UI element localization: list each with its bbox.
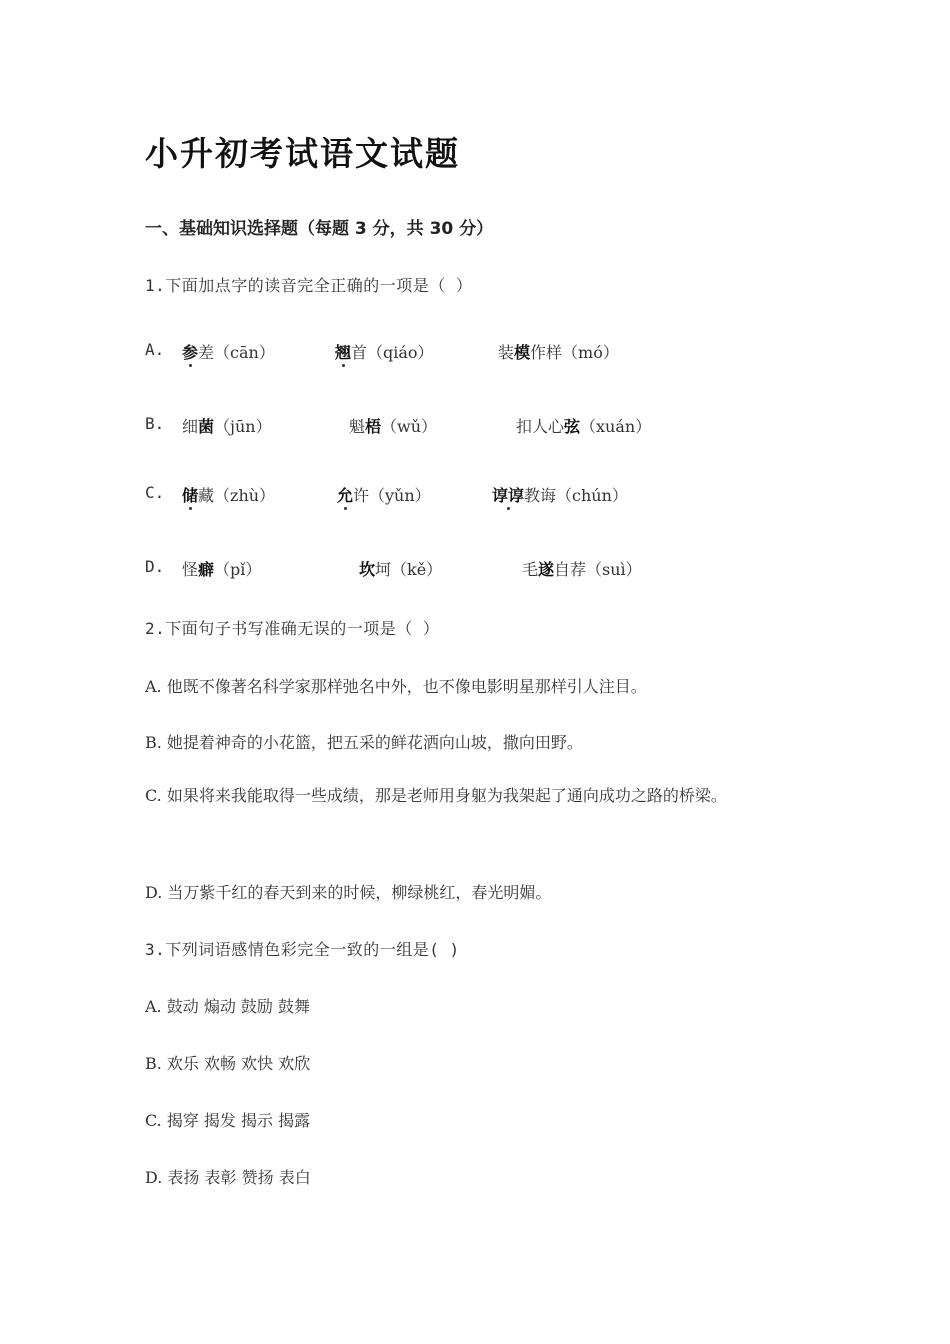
word-text: （jūn） — [214, 417, 272, 436]
word-text: 藏（zhù） — [198, 486, 276, 505]
bold-char: 弦 — [564, 417, 581, 436]
option-letter: B. — [145, 414, 165, 433]
word-text: 扣人心 — [516, 417, 565, 436]
word-text: 作样（mó） — [530, 343, 619, 362]
word-text: 差（cān） — [198, 343, 275, 362]
word-text: （pǐ） — [214, 560, 262, 579]
question-3-option-b: B. 欢乐 欢畅 欢快 欢欣 — [145, 1054, 311, 1073]
word-text: （wǔ） — [381, 417, 438, 436]
question-1-option-d — [145, 557, 845, 581]
question-2-option-a: A. 他既不像著名科学家那样弛名中外，也不像电影明星那样引人注目。 — [145, 677, 647, 696]
bold-char: 遂 — [538, 560, 555, 579]
dotted-char: 储 — [182, 486, 199, 505]
question-1-stem: 1.下面加点字的读音完全正确的一项是（ ） — [145, 276, 473, 295]
word-text: 细 — [182, 417, 199, 436]
word-text: 怪 — [182, 560, 199, 579]
word-text: 教诲（chún） — [524, 486, 628, 505]
dotted-char: 翘 — [335, 343, 352, 362]
bold-char: 癖 — [198, 560, 215, 579]
question-3-option-a: A. 鼓动 煽动 鼓励 鼓舞 — [145, 997, 310, 1016]
word-text: 许（yǔn） — [353, 486, 431, 505]
question-2-option-c: C. 如果将来我能取得一些成绩，那是老师用身躯为我架起了通向成功之路的桥梁。 — [145, 786, 727, 805]
bold-char: 模 — [514, 343, 531, 362]
bold-char: 坎 — [359, 560, 376, 579]
word-text: （xuán） — [580, 417, 652, 436]
word-text: 首（qiáo） — [351, 343, 434, 362]
dotted-char: 允 — [337, 486, 354, 505]
bold-char: 梧 — [365, 417, 382, 436]
word-text: 毛 — [522, 560, 539, 579]
dotted-char: 参 — [182, 343, 199, 362]
word-text: 坷（kě） — [375, 560, 443, 579]
question-2-option-d: D. 当万紫千红的春天到来的时候，柳绿桃红，春光明媚。 — [145, 883, 552, 902]
bold-char: 菌 — [198, 417, 215, 436]
section-heading: 一、基础知识选择题（每题 3 分，共 30 分） — [145, 219, 494, 239]
word-text: 自荐（suì） — [554, 560, 642, 579]
option-letter: C. — [145, 483, 165, 502]
question-3-option-c: C. 揭穿 揭发 揭示 揭露 — [145, 1111, 311, 1130]
question-1-option-b — [145, 414, 845, 438]
page-title: 小升初考试语文试题 — [145, 134, 460, 173]
option-letter: A. — [145, 340, 165, 359]
question-3-option-d: D. 表扬 表彰 赞扬 表白 — [145, 1168, 311, 1187]
question-2-stem: 2.下面句子书写准确无误的一项是（ ） — [145, 619, 440, 638]
question-1-option-a — [145, 340, 845, 364]
question-2-option-b: B. 她提着神奇的小花篮，把五采的鲜花洒向山坡，撒向田野。 — [145, 733, 583, 752]
word-text: 装 — [498, 343, 515, 362]
question-3-stem: 3.下列词语感情色彩完全一致的一组是( ) — [145, 940, 460, 959]
question-1-option-c — [145, 483, 845, 507]
word-text: 魁 — [349, 417, 366, 436]
option-letter: D. — [145, 557, 165, 576]
dotted-char: 谆谆 — [492, 486, 525, 505]
